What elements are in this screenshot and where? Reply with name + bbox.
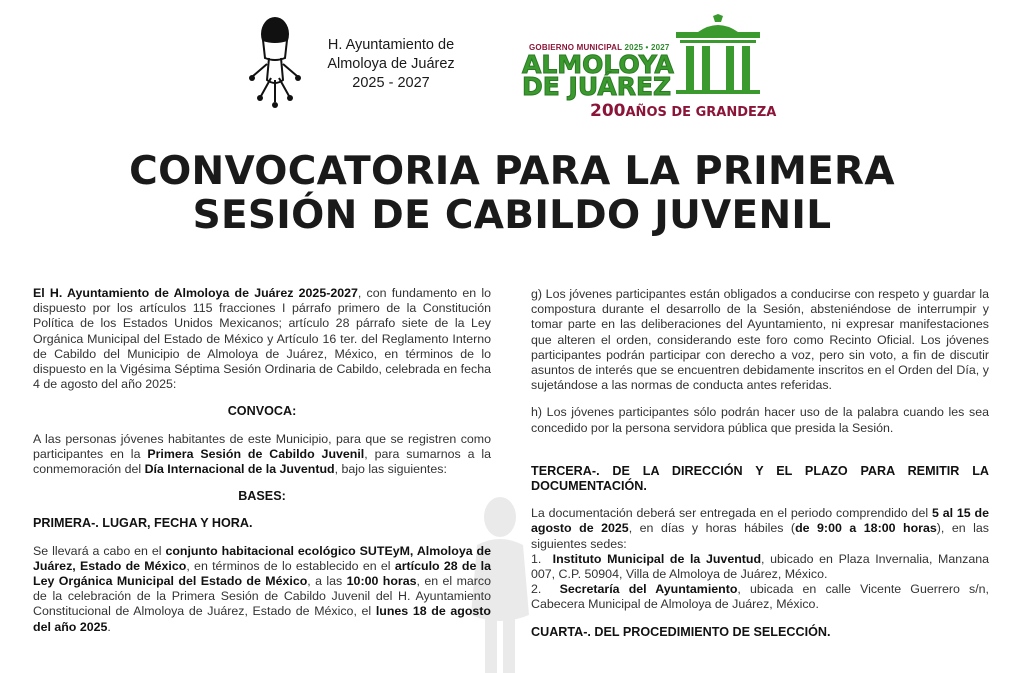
primera-text-5: .	[107, 619, 111, 634]
primera-bold-2: artículo 28 de la Ley Orgánica Municipal del Estado de México	[33, 558, 492, 589]
sede-2	[531, 582, 989, 612]
title-line-2: SESIÓN DE CABILDO JUVENIL	[192, 193, 832, 238]
org-line-3: 2025 - 2027	[352, 75, 430, 91]
primera-text-4: , en el marco de la celebración de la Primera Sesión de Cabildo Juvenil del H. Ayuntamiento Constitucional de Almoloya de Juárez, Estado de México, el	[33, 574, 491, 619]
gov-label-years: 2025 • 2027	[624, 43, 670, 52]
right-column	[531, 287, 989, 640]
title-line-1: CONVOCATORIA PARA LA PRIMERA	[129, 149, 895, 194]
primera-paragraph	[33, 544, 491, 635]
cuarta-heading: CUARTA-. DEL PROCEDIMIENTO DE SELECCIÓN.	[531, 624, 831, 639]
organization-name	[316, 36, 466, 93]
intro-paragraph	[33, 286, 491, 392]
org-line-2: Almoloya de Juárez	[327, 56, 455, 72]
brand-tagline	[590, 101, 776, 121]
primera-text-3: , a las	[307, 574, 347, 589]
brand-line-2: DE JUÁREZ	[522, 72, 672, 101]
convoca-heading: CONVOCA:	[227, 404, 297, 419]
bases-heading: BASES:	[238, 489, 286, 504]
primera-text-2: , en términos de lo establecido en el	[186, 558, 395, 573]
document-header	[0, 0, 1024, 140]
gov-label-text: GOBIERNO MUNICIPAL	[529, 43, 623, 52]
primera-text-1: Se llevará a cabo en el	[33, 543, 166, 558]
tercera-text-1: La documentación deberá ser entregada en el periodo comprendido del	[531, 506, 932, 521]
tercera-paragraph	[531, 506, 989, 552]
page-title	[0, 150, 1024, 238]
kiosk-icon	[668, 14, 768, 94]
convoca-text-2: , para sumarnos a la conmemoración del	[33, 446, 491, 477]
tercera-text-2: , en días y horas hábiles (	[628, 521, 796, 536]
municipal-logo	[518, 14, 783, 124]
tagline-text: AÑOS DE GRANDEZA	[625, 105, 777, 120]
left-column	[33, 286, 491, 635]
youth-council-logo	[245, 14, 315, 114]
tagline-number: 200	[590, 101, 626, 121]
sede-2-number: 2.	[531, 582, 542, 597]
org-line-1: H. Ayuntamiento de	[327, 37, 455, 53]
convoca-text-1: A las personas jóvenes habitantes de este Municipio, para que se registren como participantes en la	[33, 431, 491, 461]
intro-text: , con fundamento en lo dispuesto por los artículos 115 fracciones I párrafo primero de la Constitución Política de los Estados Unidos Mexicanos; artículo 28 párrafo siete de la Ley Orgánica Municipal del Estado de México y Artículo 16 ter. del Reglamento Interno de Cabildo del Municipio de Almoloya de Juárez, México, en términos de lo dispuesto en la Vigésima Séptima Sesión Ordinaria de Cabildo, celebrada en fecha 4 de agosto del año 2025:	[33, 286, 491, 392]
primera-bold-1: conjunto habitacional ecológico SUTEyM, Almoloya de Juárez, Estado de México	[33, 543, 491, 573]
convoca-text-3: , bajo las siguientes:	[334, 462, 447, 477]
sede-1-bold: Instituto Municipal de la Juventud	[552, 551, 762, 566]
tercera-bold-1: 5 al 15 de agosto de 2025	[531, 506, 989, 536]
tercera-text-3: ), en las siguientes sedes:	[531, 521, 989, 551]
convoca-bold-1: Primera Sesión de Cabildo Juvenil	[147, 446, 365, 461]
primera-heading: PRIMERA-. LUGAR, FECHA Y HORA.	[33, 516, 253, 531]
clause-h: h) Los jóvenes participantes sólo podrán hacer uso de la palabra cuando les sea concedido por la persona servidora pública que presida la Sesión.	[531, 405, 989, 435]
clause-g: g) Los jóvenes participantes están obligados a conducirse con respeto y guardar la compostura durante el desarrollo de la Sesión, absteniéndose de interrumpir y tomar parte en las deliberaciones del Ayuntamiento, ni expresar manifestaciones que alteren el orden, considerando este foro como Recinto Oficial. Los jóvenes participantes podrán participar con derecho a voz, pero sin voto, a fin de discutir asuntos de interés que se encuentren debidamente inscritos en el Orden del Día, y sujetándose a las normas de conducta antes referidas.	[531, 287, 989, 393]
sede-1	[531, 552, 989, 582]
intro-bold: El H. Ayuntamiento de Almoloya de Juárez 2025-2027	[33, 286, 358, 300]
sede-1-number: 1.	[531, 551, 542, 566]
convoca-paragraph	[33, 432, 491, 478]
sede-2-bold: Secretaría del Ayuntamiento	[559, 582, 738, 597]
convoca-bold-2: Día Internacional de la Juventud	[144, 462, 335, 477]
sede-1-text: , ubicado en Plaza Invernalia, Manzana 007, C.P. 50904, Villa de Almoloya de Juárez, México.	[531, 551, 989, 582]
primera-bold-4: lunes 18 de agosto del año 2025	[33, 604, 491, 634]
sede-2-text: , ubicada en calle Vicente Guerrero s/n, Cabecera Municipal de Almoloya de Juárez, México.	[531, 582, 989, 612]
primera-bold-3: 10:00 horas	[346, 574, 417, 589]
tercera-bold-2: de 9:00 a 18:00 horas	[795, 521, 937, 536]
tercera-heading: TERCERA-. DE LA DIRECCIÓN Y EL PLAZO PARA REMITIR LA DOCUMENTACIÓN.	[531, 463, 989, 494]
brand-line-1: ALMOLOYA	[522, 50, 674, 79]
